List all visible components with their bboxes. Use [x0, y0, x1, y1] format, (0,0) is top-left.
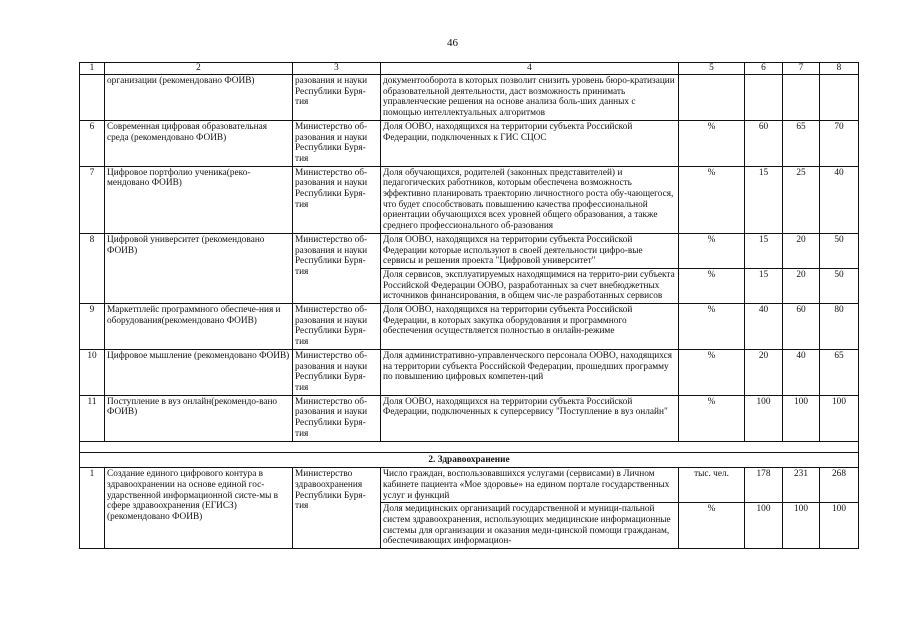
value-col-7: 20 [783, 233, 820, 268]
responsible-org: Министерство об-разования и науки Республики Буря-тия [293, 166, 381, 233]
value-col-8: 100 [820, 395, 859, 441]
value-col-6: 15 [745, 233, 783, 268]
column-header: 7 [783, 63, 820, 75]
value-col-8: 70 [820, 120, 859, 166]
indicator-unit: % [679, 503, 745, 549]
indicator-text: Доля ООВО, находящихся на территории субъекта Российской Федерации, подключенных к ГИС СЦОС [381, 120, 679, 166]
project-name: организации (рекомендовано ФОИВ) [105, 75, 293, 121]
table-row [80, 395, 859, 441]
value-col-6: 100 [745, 503, 783, 549]
project-name: Современная цифровая образовательная среда (рекомендовано ФОИВ) [105, 120, 293, 166]
column-header: 2 [105, 63, 293, 75]
responsible-org: Министерство здравоохранения Республики Буря-тия [293, 468, 381, 549]
value-col-7: 100 [783, 395, 820, 441]
indicator-unit: % [679, 304, 745, 350]
value-col-8 [820, 75, 859, 121]
responsible-org: Министерство об-разования и науки Республики Буря-тия [293, 349, 381, 395]
row-number [80, 75, 105, 121]
responsible-org: разования и науки Республики Буря-тия [293, 75, 381, 121]
indicator-unit: % [679, 268, 745, 303]
value-col-6: 178 [745, 468, 783, 503]
responsible-org: Министерство об-разования и науки Республики Буря-тия [293, 304, 381, 350]
value-col-6: 40 [745, 304, 783, 350]
row-number: 7 [80, 166, 105, 233]
row-number: 1 [80, 468, 105, 549]
value-col-8: 268 [820, 468, 859, 503]
value-col-7: 65 [783, 120, 820, 166]
indicator-text: Доля ООВО, находящихся на территории субъекта Российской Федерации, в которых закупка оборудования и программного обеспечения осуществляется полностью в онлайн-режиме [381, 304, 679, 350]
indicator-unit: % [679, 166, 745, 233]
value-col-8: 100 [820, 503, 859, 549]
table-body [80, 63, 859, 549]
indicator-unit: % [679, 120, 745, 166]
value-col-8: 50 [820, 233, 859, 268]
table-row [80, 166, 859, 233]
indicator-unit: % [679, 395, 745, 441]
responsible-org: Министерство об-разования и науки Республики Буря-тия [293, 120, 381, 166]
table-row [80, 304, 859, 350]
table-row [80, 233, 859, 268]
value-col-6: 15 [745, 166, 783, 233]
indicator-text: документооборота в которых позволит снизить уровень бюро-кратизации образовательной деятельности, даст возможность принимать управленческие решения на основе анализа боль-ших данных с помощью интеллектуальных алгоритмов [381, 75, 679, 121]
value-col-7: 25 [783, 166, 820, 233]
responsible-org: Министерство об-разования и науки Республики Буря-тия [293, 233, 381, 303]
page-number: 46 [447, 37, 458, 49]
row-number: 11 [80, 395, 105, 441]
indicator-unit: % [679, 349, 745, 395]
indicator-unit [679, 75, 745, 121]
column-header: 8 [820, 63, 859, 75]
table-row [80, 75, 859, 121]
responsible-org: Министерство об-разования и науки Республики Буря-тия [293, 395, 381, 441]
value-col-7: 100 [783, 503, 820, 549]
column-header: 6 [745, 63, 783, 75]
project-name: Поступление в вуз онлайн(рекомендо-вано ФОИВ) [105, 395, 293, 441]
section-row [80, 452, 859, 468]
spacer-row [80, 441, 859, 452]
value-col-8: 65 [820, 349, 859, 395]
spacer-cell [80, 441, 859, 452]
column-header: 5 [679, 63, 745, 75]
value-col-6: 100 [745, 395, 783, 441]
indicator-text: Доля обучающихся, родителей (законных представителей) и педагогических работников, которым обеспечена возможность эффективно планировать траекторию личностного роста обу-чающегося, что будет способствовать повышению качества профессиональной ориентации обучающихся всех уровней общего образования, а также среднего профессионального об-разования [381, 166, 679, 233]
value-col-7: 60 [783, 304, 820, 350]
project-name: Создание единого цифрового контура в здравоохранении на основе единой гос-ударственной информационной систе-мы в сфере здравоохранения (ЕГИСЗ) (рекомендовано ФОИВ) [105, 468, 293, 549]
value-col-7: 40 [783, 349, 820, 395]
indicator-text: Доля сервисов, эксплуатируемых находящимися на террито-рии субъекта Российской Федерации ООВО, разработанных за счет внебюджетных источников финансирования, в общем чис-ле разработанных сервисов [381, 268, 679, 303]
value-col-6 [745, 75, 783, 121]
value-col-8: 80 [820, 304, 859, 350]
indicator-text: Доля административно-управленческого персонала ООВО, находящихся на территории субъекта Российской Федерации, прошедших программу по повышению цифровых компетен-ций [381, 349, 679, 395]
column-header: 3 [293, 63, 381, 75]
project-name: Цифровой университет (рекомендовано ФОИВ) [105, 233, 293, 303]
value-col-7: 20 [783, 268, 820, 303]
table-row [80, 349, 859, 395]
value-col-6: 20 [745, 349, 783, 395]
indicator-text: Доля ООВО, находящихся на территории субъекта Российской Федерации, подключенных к суперсервису "Поступление в вуз онлайн" [381, 395, 679, 441]
project-name: Цифровое портфолио ученика(реко-мендовано ФОИВ) [105, 166, 293, 233]
indicator-text: Доля медицинских организаций государственной и муници-пальной систем здравоохранения, использующих медицинские информационные системы для организации и оказания меди-цинской помощи гражданам, обеспечивающих информацион- [381, 503, 679, 549]
value-col-7: 231 [783, 468, 820, 503]
table-row [80, 120, 859, 166]
project-name: Цифровое мышление (рекомендовано ФОИВ) [105, 349, 293, 395]
column-header: 1 [80, 63, 105, 75]
row-number: 9 [80, 304, 105, 350]
section-title: 2. Здравоохранение [80, 452, 859, 468]
value-col-7 [783, 75, 820, 121]
table-header-row [80, 63, 859, 75]
value-col-6: 60 [745, 120, 783, 166]
table-row [80, 468, 859, 503]
indicator-text: Число граждан, воспользовавшихся услугами (сервисами) в Личном кабинете пациента «Мое здоровье» на едином портале государственных услуг и функций [381, 468, 679, 503]
row-number: 8 [80, 233, 105, 303]
value-col-8: 40 [820, 166, 859, 233]
indicator-unit: тыс. чел. [679, 468, 745, 503]
indicator-unit: % [679, 233, 745, 268]
indicators-table [79, 62, 859, 549]
indicator-text: Доля ООВО, находящихся на территории субъекта Российской Федерации которые используют в своей деятельности цифро-вые сервисы и решения проекта "Цифровой университет" [381, 233, 679, 268]
value-col-8: 50 [820, 268, 859, 303]
column-header: 4 [381, 63, 679, 75]
row-number: 6 [80, 120, 105, 166]
value-col-6: 15 [745, 268, 783, 303]
row-number: 10 [80, 349, 105, 395]
project-name: Маркетплейс программного обеспече-ния и оборудования(рекомендовано ФОИВ) [105, 304, 293, 350]
